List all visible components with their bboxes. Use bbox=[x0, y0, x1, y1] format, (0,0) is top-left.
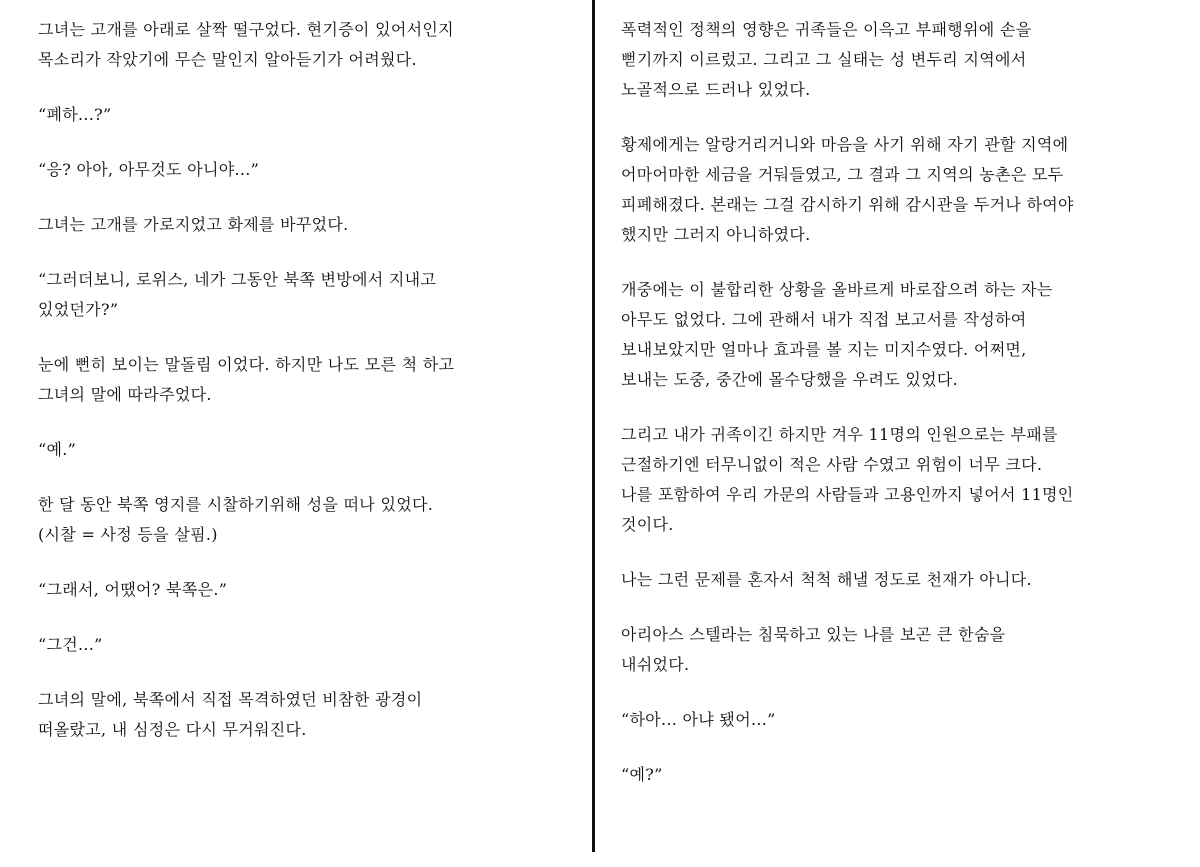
paragraph: 눈에 뻔히 보이는 말돌림 이었다. 하지만 나도 모른 척 하고 그녀의 말에 따라주었다. bbox=[38, 355, 455, 404]
paragraph: 그리고 내가 귀족이긴 하지만 겨우 11명의 인원으로는 부패를 근절하기엔 터무니없이 적은 사람 수였고 위험이 너무 크다. 나를 포함하여 우리 가문의 사람들과 고용인까지 넣어서 11명인 것이다. bbox=[621, 425, 1074, 534]
right-page bbox=[621, 15, 1181, 867]
paragraph: 그녀는 고개를 아래로 살짝 떨구었다. 현기증이 있어서인지 목소리가 작았기에 무슨 말인지 알아듣기가 어려웠다. bbox=[38, 20, 454, 69]
paragraph: 폭력적인 정책의 영향은 귀족들은 이윽고 부패행위에 손을 뻗기까지 이르렀고. 그리고 그 실태는 성 변두리 지역에서 노골적으로 드러나 있었다. bbox=[621, 20, 1032, 99]
dialogue-line: “폐하...?” bbox=[38, 105, 112, 124]
dialogue-line: “응? 아아, 아무것도 아니야...” bbox=[38, 160, 260, 179]
dialogue-line: “예.” bbox=[38, 440, 77, 459]
paragraph: 나는 그런 문제를 혼자서 척척 해낼 정도로 천재가 아니다. bbox=[621, 570, 1032, 589]
paragraph: 한 달 동안 북쪽 영지를 시찰하기위해 성을 떠나 있었다. (시찰 = 사정 등을 살핌.) bbox=[38, 495, 434, 544]
paragraph: 황제에게는 알랑거리거니와 마음을 사기 위해 자기 관할 지역에 어마어마한 세금을 거둬들였고, 그 결과 그 지역의 농촌은 모두 피폐해졌다. 본래는 그걸 감시하기 위해 감시관을 두거나 하여야 했지만 그러지 아니하였다. bbox=[621, 135, 1074, 244]
dialogue-line: “그건...” bbox=[38, 635, 103, 654]
dialogue-line: “예?” bbox=[621, 765, 663, 784]
dialogue-line: “하아... 아냐 됐어...” bbox=[621, 710, 776, 729]
dialogue-line: “그러더보니, 로위스, 네가 그동안 북쪽 변방에서 지내고 있었던가?” bbox=[38, 270, 437, 319]
paragraph: 개중에는 이 불합리한 상황을 올바르게 바로잡으려 하는 자는 아무도 없었다. 그에 관해서 내가 직접 보고서를 작성하여 보내보았지만 얼마나 효과를 볼 지는 미지수였다. 어쩌면, 보내는 도중, 중간에 몰수당했을 우려도 있었다. bbox=[621, 280, 1053, 389]
paragraph: 아리아스 스텔라는 침묵하고 있는 나를 보곤 큰 한숨을 내쉬었다. bbox=[621, 625, 1006, 674]
dialogue-line: “그래서, 어땠어? 북쪽은.” bbox=[38, 580, 228, 599]
paragraph: 그녀는 고개를 가로지었고 화제를 바꾸었다. bbox=[38, 215, 349, 234]
left-page bbox=[38, 15, 598, 867]
paragraph: 그녀의 말에, 북쪽에서 직접 목격하였던 비참한 광경이 떠올랐고, 내 심정은 다시 무거워진다. bbox=[38, 690, 423, 739]
page-divider bbox=[592, 0, 595, 852]
